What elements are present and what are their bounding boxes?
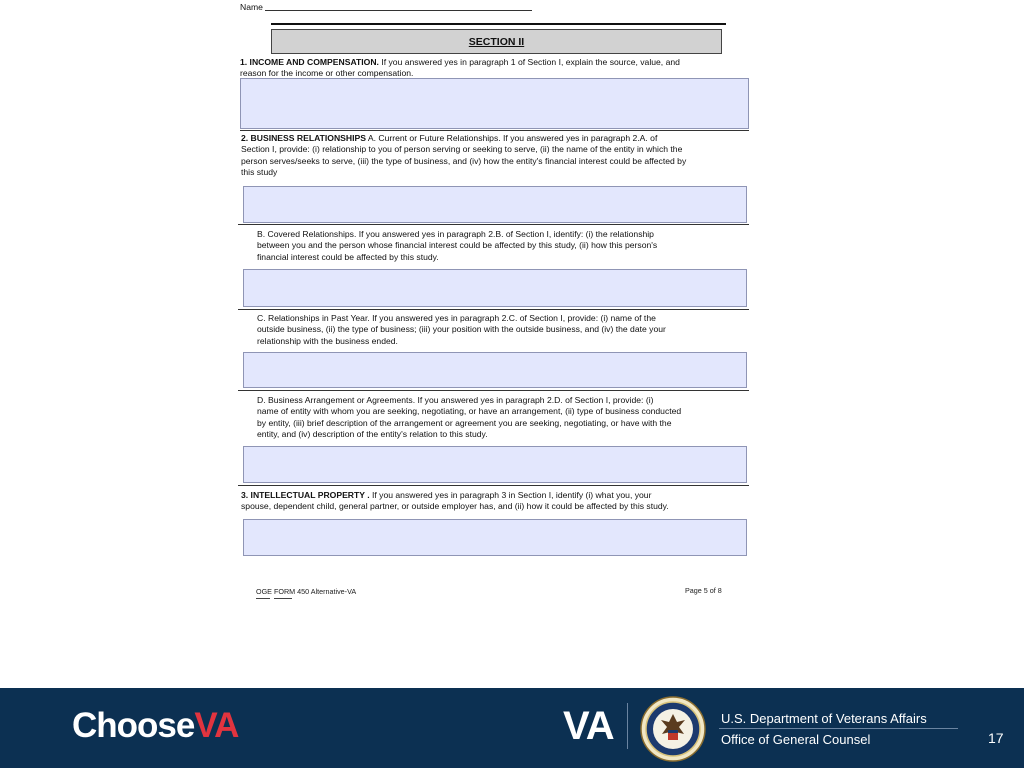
item3-line2: spouse, dependent child, general partner, or outside employer has, and (ii) how it could be affected by this study. [241,501,669,512]
item2b-line1: B. Covered Relationships. If you answered yes in paragraph 2.B. of Section I, identify: (i) the relationship [257,229,654,239]
choose-logo-va: VA [194,706,239,745]
item2-line3: person serves/seeks to serve, (iii) the type of business, and (iv) how the entity's financial interest could be affected by [241,155,687,166]
logo-divider [627,703,628,749]
item2b-line3: financial interest could be affected by this study. [257,251,439,262]
item2c-line3: relationship with the business ended. [257,335,398,346]
item1-text [240,57,760,80]
department-name: U.S. Department of Veterans Affairs [721,711,927,726]
item2d-line2: name of entity with whom you are seeking, negotiating, or have an arrangement, (ii) type of business conducted [257,406,682,417]
item2-line1: A. Current or Future Relationships. If you answered yes in paragraph 2.A. of [365,133,658,143]
office-name: Office of General Counsel [721,732,871,747]
item2b-text [257,229,757,263]
divider [238,224,749,225]
item2d-line4: entity, and (iv) description of the entity's relation to this study. [257,429,488,440]
section-title-text: SECTION II [468,35,525,48]
item2b-line2: between you and the person whose financial interest could be affected by this study, (ii) how this person's [257,240,658,251]
department-divider [719,728,958,729]
form-page-number: Page 5 of 8 [685,586,722,595]
choose-logo-word: Choose [72,706,195,745]
item2c-line1: C. Relationships in Past Year. If you answered yes in paragraph 2.C. of Section I, provide: (i) name of the [257,313,656,323]
item2c-line2: outside business, (ii) the type of business; (iii) your position with the outside business, and (iv) the date your [257,324,666,335]
item3-text [241,490,761,513]
section-top-rule [271,23,726,25]
item2d-line1: D. Business Arrangement or Agreements. If you answered yes in paragraph 2.D. of Section I, provide: (i) [257,395,654,405]
item2d-text [257,395,757,441]
divider [238,485,749,486]
form-number: OGE FORM 450 Alternative-VA [256,587,357,596]
covered-relationships-field[interactable] [243,269,747,307]
cutoff-text-icon [256,598,316,599]
slide-number: 17 [988,730,1004,746]
intellectual-property-field[interactable] [243,519,747,556]
divider [238,309,749,310]
form-date-cutoff [256,596,316,599]
name-input-line[interactable] [265,10,532,11]
business-relationships-field[interactable] [243,186,747,223]
va-seal-icon [640,696,706,762]
item3-line1: If you answered yes in paragraph 3 in Section I, identify (i) what you, your [369,490,652,500]
item2-line2: Section I, provide: (i) relationship to you of person serving or seeking to serve, (ii) the name of the entity in which the [241,144,683,155]
item1-heading: 1. INCOME AND COMPENSATION. [240,57,379,67]
item2d-line3: by entity, (iii) brief description of the arrangement or agreement you are seeking, negotiating, or have with the [257,417,672,428]
item2-text [241,133,761,179]
choose-va-logo [72,706,238,746]
section-title [271,29,722,54]
item1-line2: reason for the income or other compensation. [240,68,414,79]
income-compensation-field[interactable] [240,78,749,129]
item2-heading: 2. BUSINESS RELATIONSHIPS [241,133,366,143]
business-arrangements-field[interactable] [243,446,747,483]
past-year-relationships-field[interactable] [243,352,747,388]
item1-line1: If you answered yes in paragraph 1 of Section I, explain the source, value, and [378,57,680,67]
item2c-text [257,313,757,347]
item3-heading: 3. INTELLECTUAL PROPERTY . [241,490,370,500]
name-label: Name [240,2,263,12]
divider [238,390,749,391]
divider [240,130,749,131]
item2-line4: this study [241,167,278,178]
va-logo: VA [563,704,614,748]
